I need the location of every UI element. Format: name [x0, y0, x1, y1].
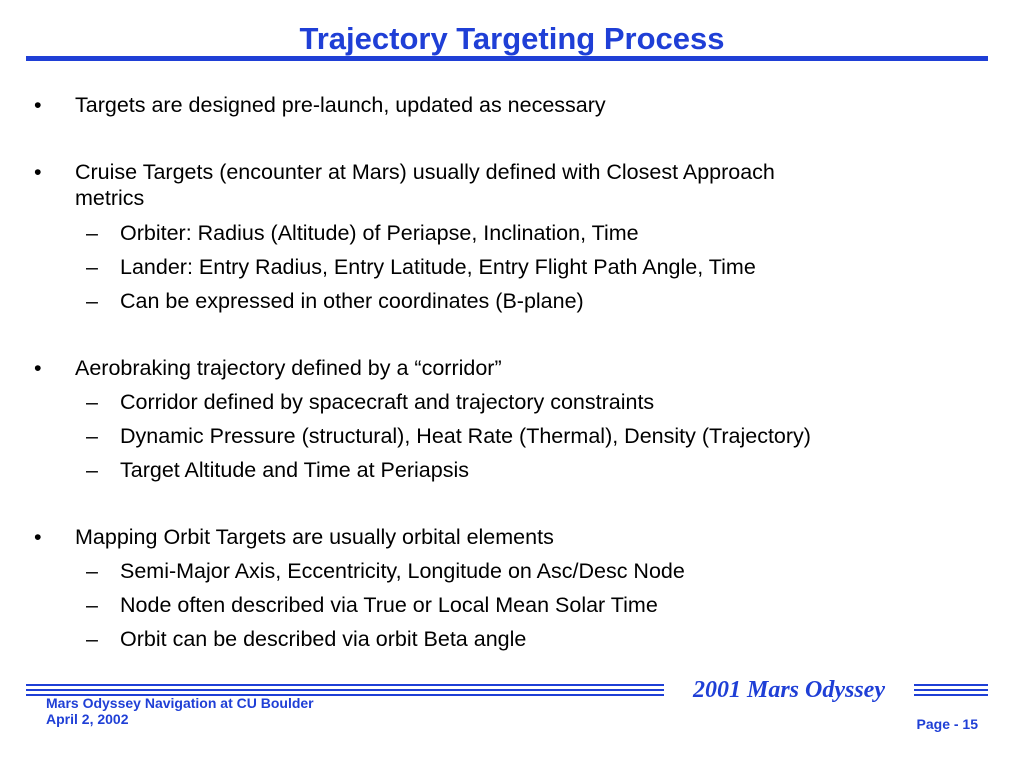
sub-bullet-text: Can be expressed in other coordinates (B-plane) — [120, 289, 584, 313]
sub-bullet-text: Node often described via True or Local Mean Solar Time — [120, 593, 658, 617]
footer-rule — [914, 694, 988, 696]
sub-bullet-marker: – — [86, 390, 98, 414]
sub-bullet-marker: – — [86, 627, 98, 651]
page-number: Page - 15 — [916, 716, 978, 732]
sub-bullet-text: Dynamic Pressure (structural), Heat Rate (Thermal), Density (Trajectory) — [120, 424, 811, 448]
sub-bullet-text: Orbit can be described via orbit Beta angle — [120, 627, 527, 651]
bullet-text-continuation: metrics — [75, 186, 145, 210]
sub-bullet-text: Corridor defined by spacecraft and trajectory constraints — [120, 390, 655, 414]
bullet-text: Aerobraking trajectory defined by a “corridor” — [75, 356, 502, 380]
bullet-marker: • — [34, 93, 42, 117]
footer-rule — [26, 689, 664, 691]
bullet-text: Mapping Orbit Targets are usually orbital elements — [75, 525, 554, 549]
sub-bullet-marker: – — [86, 458, 98, 482]
footer-presentation-title: Mars Odyssey Navigation at CU Boulder — [46, 695, 314, 711]
sub-bullet-marker: – — [86, 424, 98, 448]
slide-title: Trajectory Targeting Process — [299, 21, 725, 56]
footer-brand: 2001 Mars Odyssey — [693, 677, 885, 703]
sub-bullet-marker: – — [86, 593, 98, 617]
footer-rule — [914, 689, 988, 691]
footer-rule — [914, 684, 988, 686]
sub-bullet-marker: – — [86, 255, 98, 279]
sub-bullet-marker: – — [86, 289, 98, 313]
bullet-marker: • — [34, 525, 42, 549]
bullet-marker: • — [34, 356, 42, 380]
bullet-text: Cruise Targets (encounter at Mars) usually defined with Closest Approach — [75, 160, 775, 184]
sub-bullet-text: Semi-Major Axis, Eccentricity, Longitude on Asc/Desc Node — [120, 559, 685, 583]
sub-bullet-text: Lander: Entry Radius, Entry Latitude, Entry Flight Path Angle, Time — [120, 255, 756, 279]
sub-bullet-marker: – — [86, 221, 98, 245]
bullet-text: Targets are designed pre-launch, updated as necessary — [75, 93, 606, 117]
sub-bullet-marker: – — [86, 559, 98, 583]
footer-date: April 2, 2002 — [46, 711, 129, 727]
footer-presentation-info — [46, 695, 314, 727]
bullet-marker: • — [34, 160, 42, 184]
sub-bullet-text: Orbiter: Radius (Altitude) of Periapse, Inclination, Time — [120, 221, 639, 245]
sub-bullet-text: Target Altitude and Time at Periapsis — [120, 458, 469, 482]
footer-rule — [26, 684, 664, 686]
